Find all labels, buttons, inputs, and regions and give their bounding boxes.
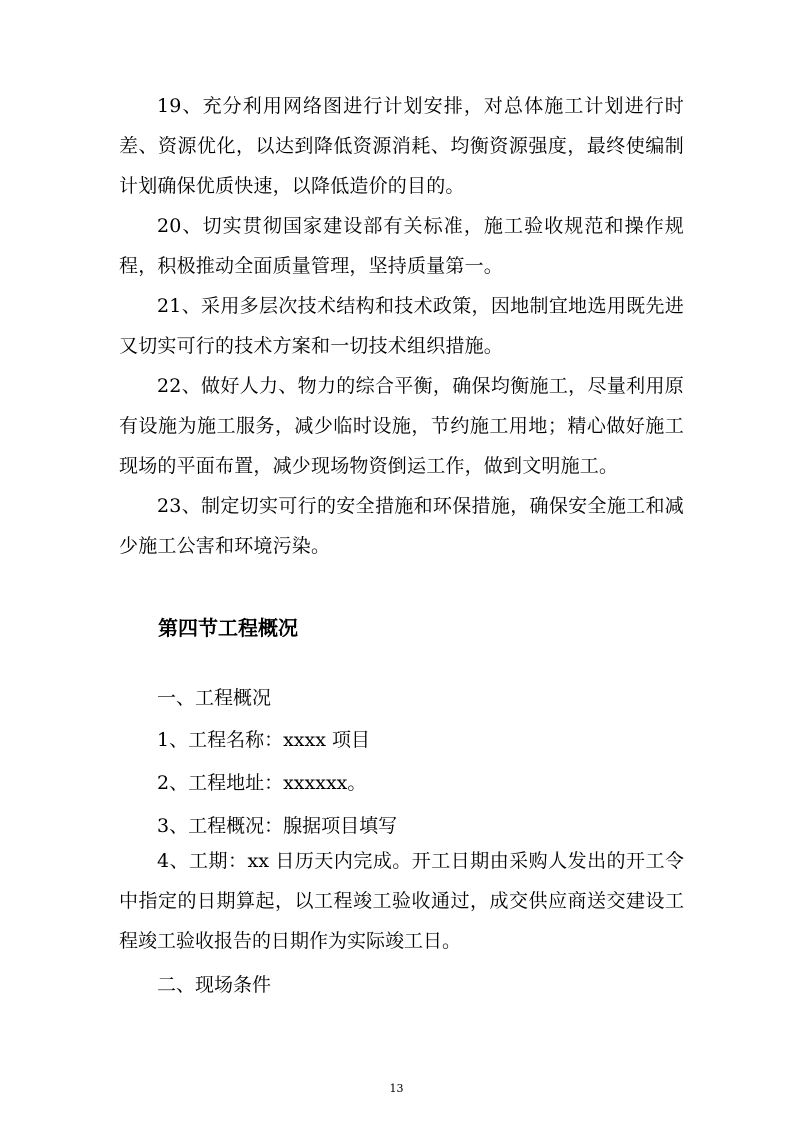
construction-period-item: 4、工期：xx 日历天内完成。开工日期由采购人发出的开工令中指定的日期算起，以工程竣工验收通过，成交供应商送交建设工程竣工验收报告的日期作为实际竣工日。 [119, 850, 684, 952]
paragraph-19: 19、充分利用网络图进行计划安排，对总体施工计划进行时差、资源优化，以达到降低资源消耗、均衡资源强度，最终使编制计划确保优质快速，以降低造价的目的。 [119, 95, 684, 197]
section-heading: 第四节工程概况 [158, 616, 298, 640]
subsection-heading-project-overview: 一、工程概况 [157, 687, 272, 709]
project-address-item: 2、工程地址：xxxxxx。 [157, 772, 367, 794]
paragraph-22: 22、做好人力、物力的综合平衡，确保均衡施工，尽量利用原有设施为施工服务，减少临时设施，节约施工用地；精心做好施工现场的平面布置，减少现场物资倒运工作，做到文明施工。 [119, 375, 684, 477]
subsection-heading-site-conditions: 二、现场条件 [157, 974, 272, 996]
paragraph-23: 23、制定切实可行的安全措施和环保措施，确保安全施工和减少施工公害和环境污染。 [119, 495, 684, 557]
paragraph-21: 21、采用多层次技术结构和技术政策，因地制宜地选用既先进又切实可行的技术方案和一切技术组织措施。 [119, 295, 684, 357]
numbered-principles [119, 86, 684, 566]
project-summary-item: 3、工程概况：腺据项目填写 [157, 815, 398, 837]
paragraph-20: 20、切实贯彻国家建设部有关标准，施工验收规范和操作规程，积极推动全面质量管理，坚持质量第一。 [119, 215, 684, 277]
page-number: 13 [389, 1082, 404, 1095]
project-name-item: 1、工程名称：xxxx 项目 [157, 729, 370, 751]
